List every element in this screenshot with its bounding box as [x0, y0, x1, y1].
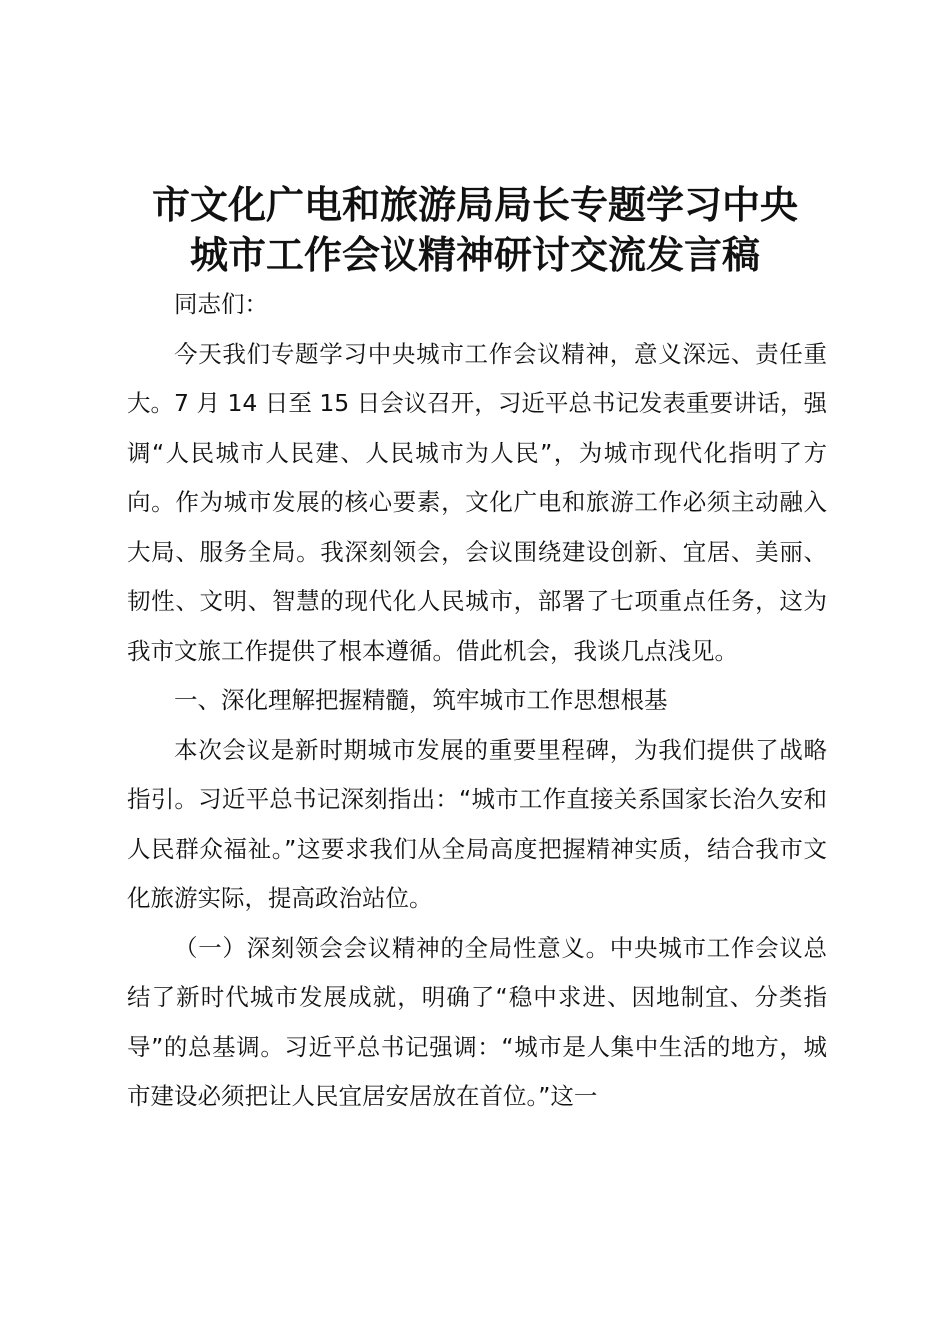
document-body — [127, 280, 827, 1122]
paragraph-intro: 今天我们专题学习中央城市工作会议精神，意义深远、责任重大。7 月 14 日至 15 日会议召开，习近平总书记发表重要讲话，强调“人民城市人民建、人民城市为人民”，为城市现代化指明了方向。作为城市发展的核心要素，文化广电和旅游工作必须主动融入大局、服务全局。我深刻领会，会议围绕建设创新、宜居、美丽、韧性、文明、智慧的现代化人民城市，部署了七项重点任务，这为我市文旅工作提供了根本遵循。借此机会，我谈几点浅见。 — [127, 339, 827, 665]
document-title — [100, 180, 850, 280]
greeting: 同志们： — [174, 290, 268, 318]
paragraph-subsection-1: （一）深刻领会会议精神的全局性意义。中央城市工作会议总结了新时代城市发展成就，明确了“稳中求进、因地制宜、分类指导”的总基调。习近平总书记强调：“城市是人集中生活的地方，城市建设必须把让人民宜居安居放在首位。”这一 — [127, 933, 827, 1110]
title-line-1: 市文化广电和旅游局局长专题学习中央 — [151, 182, 798, 227]
section-heading-1: 一、深化理解把握精髓，筑牢城市工作思想根基 — [174, 686, 668, 714]
title-line-2: 城市工作会议精神研讨交流发言稿 — [189, 232, 760, 277]
paragraph-section-1: 本次会议是新时期城市发展的重要里程碑，为我们提供了战略指引。习近平总书记深刻指出：“城市工作直接关系国家长治久安和人民群众福祉。”这要求我们从全局高度把握精神实质，结合我市文化旅游实际，提高政治站位。 — [127, 735, 827, 912]
